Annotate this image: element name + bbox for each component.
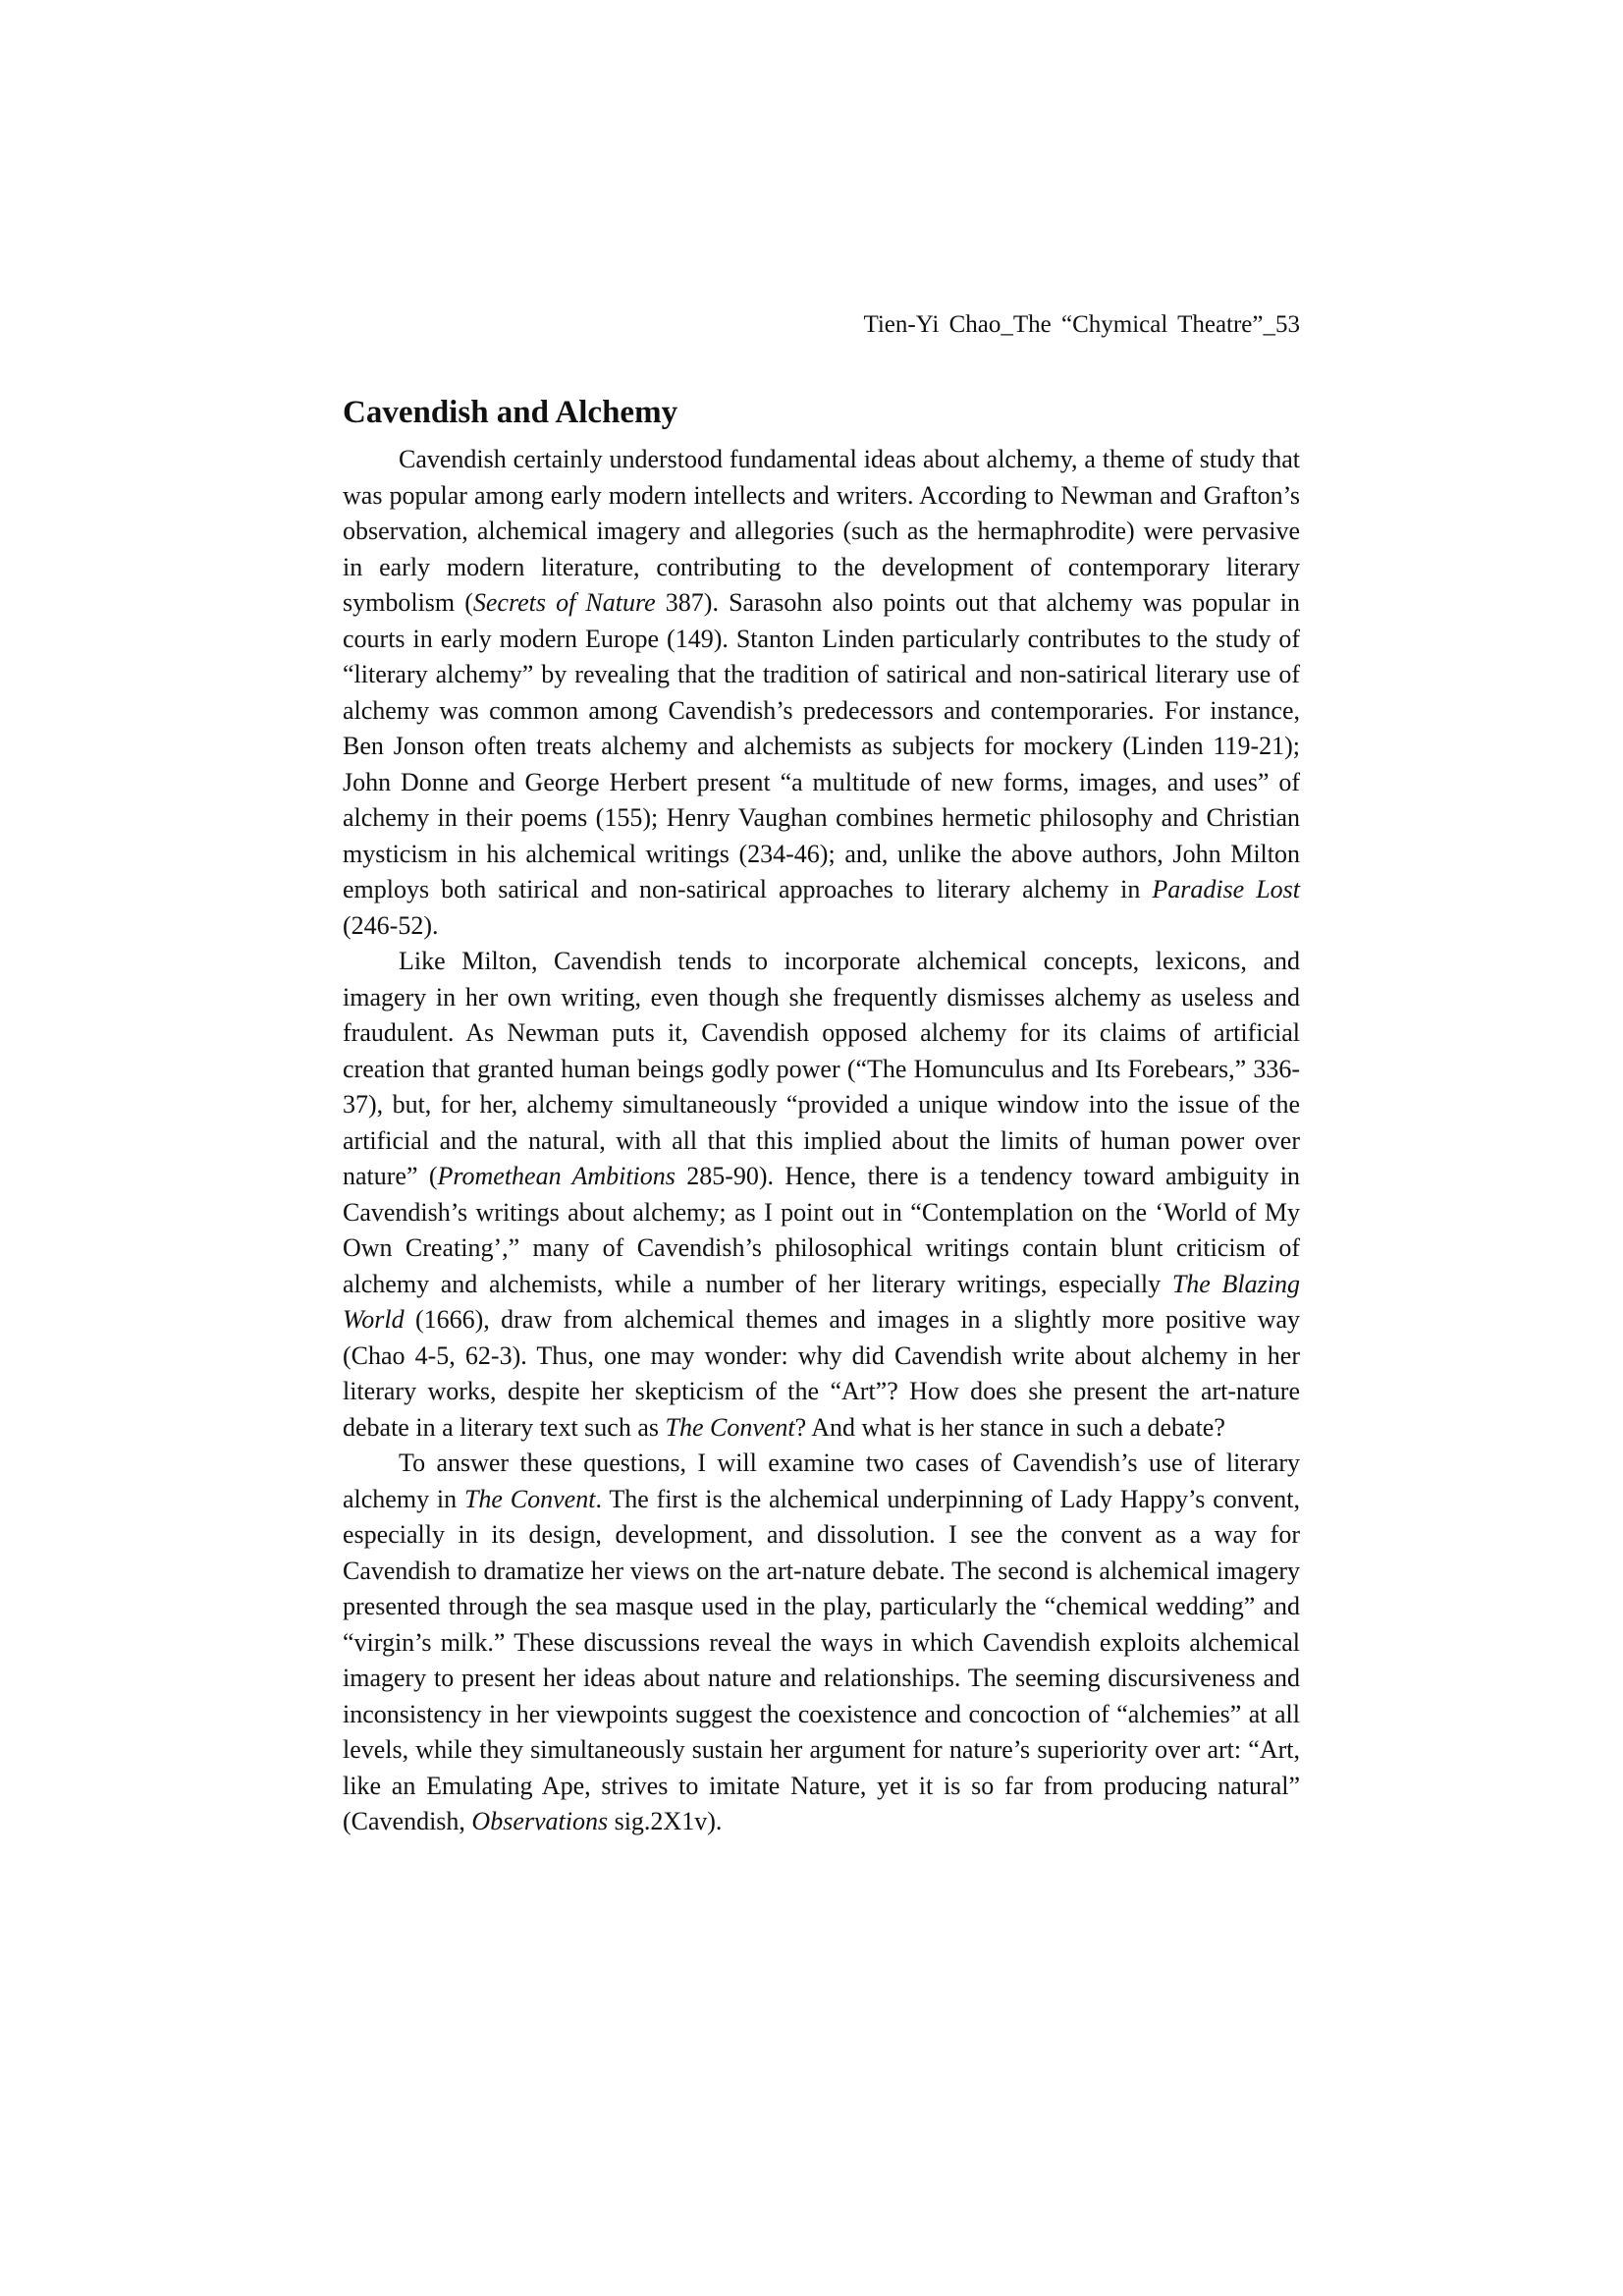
italic-title-run: The Blazing World	[343, 1269, 1300, 1334]
text-run: To answer these questions, I will examine two cases of Cavendish’s use of literary alchemy in	[343, 1449, 1300, 1513]
text-run: sig.2X1v).	[608, 1807, 723, 1835]
italic-title-run: The Convent	[665, 1412, 795, 1442]
text-run: (1666), draw from alchemical themes and images in a slightly more positive way (Chao 4-5, 62-3). Thus, one may wonder: why did Cavendish write about alchemy in her literary works, despite her skepticism of the “Art”? How does she present the art-nature debate in a literary text such as	[343, 1305, 1300, 1442]
text-run: 387). Sarasohn also points out that alchemy was popular in courts in early modern Europe (149). Stanton Linden particularly contributes to the study of “literary alchemy” by revealing that the tradition of satirical and non-satirical literary use of alchemy was common among Cavendish’s predecessors and contemporaries. For instance, Ben Jonson often treats alchemy and alchemists as subjects for mockery (Linden 119-21); John Donne and George Herbert present “a multitude of new forms, images, and uses” of alchemy in their poems (155); Henry Vaughan combines hermetic philosophy and Christian mysticism in his alchemical writings (234-46); and, unlike the above authors, John Milton employs both satirical and non-satirical approaches to literary alchemy in	[343, 588, 1300, 903]
body-paragraph-2	[343, 944, 1300, 1446]
italic-title-run: Paradise Lost	[1152, 875, 1300, 903]
italic-title-run: The Convent	[463, 1484, 596, 1513]
running-header: Tien-Yi Chao_The “Chymical Theatre”_53	[863, 311, 1300, 338]
text-run: ? And what is her stance in such a debate?	[794, 1412, 1225, 1442]
text-run: 285-90). Hence, there is a tendency toward ambiguity in Cavendish’s writings about alchemy; as I point out in “Contemplation on the ‘World of My Own Creating’,” many of Cavendish’s philosophical writings contain blunt criticism of alchemy and alchemists, while a number of her literary writings, especially	[343, 1162, 1301, 1298]
text-run: (246-52).	[343, 910, 439, 940]
section-heading: Cavendish and Alchemy	[343, 395, 678, 430]
italic-title-run: Promethean Ambitions	[437, 1162, 676, 1190]
text-run: Like Milton, Cavendish tends to incorporate alchemical concepts, lexicons, and imagery in her own writing, even though she frequently dismisses alchemy as useless and fraudulent. As Newman puts it, Cavendish opposed alchemy for its claims of artificial creation that granted human beings godly power (“The Homunculus and Its Forebears,” 336-37), but, for her, alchemy simultaneously “provided a unique window into the issue of the artificial and the natural, with all that this implied about the limits of human power over nature” (	[343, 947, 1300, 1190]
italic-title-run: Observations	[471, 1807, 609, 1835]
body-paragraph-3	[343, 1446, 1300, 1840]
page-body	[343, 393, 1300, 1840]
text-run: Cavendish certainly understood fundamental ideas about alchemy, a theme of study that was popular among early modern intellects and writers. According to Newman and Grafton’s observation, alchemical imagery and allegories (such as the hermaphrodite) were pervasive in early modern literature, contributing to the development of contemporary literary symbolism (	[343, 445, 1300, 617]
body-paragraph-1	[343, 442, 1300, 944]
text-run: . The first is the alchemical underpinning of Lady Happy’s convent, especially in its design, development, and dissolution. I see the convent as a way for Cavendish to dramatize her views on the art-nature debate. The second is alchemical imagery presented through the sea masque used in the play, particularly the “chemical wedding” and “virgin’s milk.” These discussions reveal the ways in which Cavendish exploits alchemical imagery to present her ideas about nature and relationships. The seeming discursiveness and inconsistency in her viewpoints suggest the coexistence and concoction of “alchemies” at all levels, while they simultaneously sustain her argument for nature’s superiority over art: “Art, like an Emulating Ape, strives to imitate Nature, yet it is so far from producing natural” (Cavendish,	[343, 1484, 1300, 1835]
italic-title-run: Secrets of Nature	[472, 588, 656, 617]
